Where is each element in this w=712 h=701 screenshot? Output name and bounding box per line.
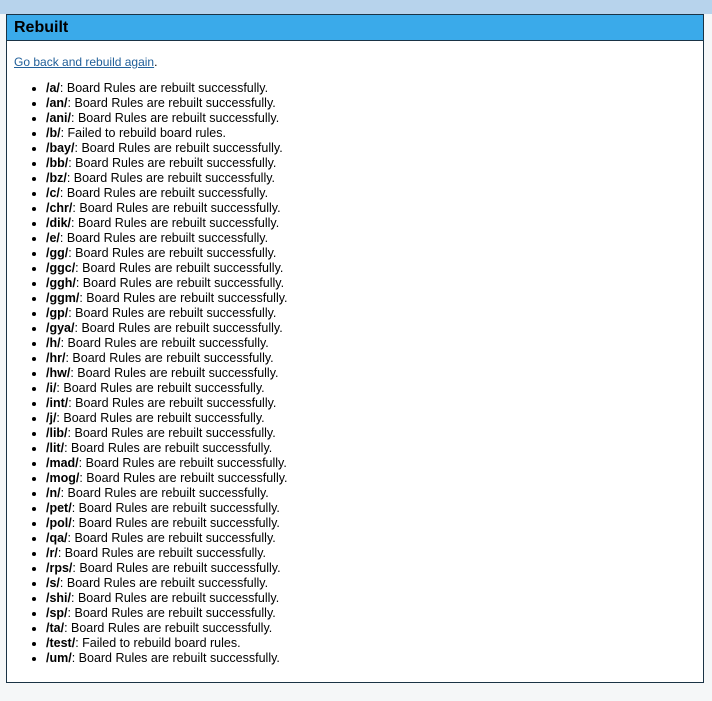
board-name: /sp/ <box>46 606 68 620</box>
result-message: : Board Rules are rebuilt successfully. <box>64 621 273 635</box>
result-message: : Board Rules are rebuilt successfully. <box>75 276 285 290</box>
result-message: : Board Rules are rebuilt successfully. <box>79 471 288 485</box>
result-item <box>46 381 696 396</box>
result-message: : Board Rules are rebuilt successfully. <box>67 531 276 545</box>
result-item <box>46 396 696 411</box>
result-item <box>46 441 696 456</box>
board-name: /test/ <box>46 636 76 650</box>
result-item <box>46 276 696 291</box>
result-item <box>46 516 696 531</box>
result-message: : Board Rules are rebuilt successfully. <box>67 606 276 620</box>
result-message: : Board Rules are rebuilt successfully. <box>59 81 269 95</box>
result-item <box>46 156 696 171</box>
result-item <box>46 336 696 351</box>
result-message: : Board Rules are rebuilt successfully. <box>71 651 280 665</box>
top-bar <box>0 0 712 14</box>
result-item <box>46 111 696 126</box>
board-name: /hr/ <box>46 351 66 365</box>
result-item <box>46 426 696 441</box>
result-item <box>46 546 696 561</box>
board-name: /n/ <box>46 486 61 500</box>
result-item <box>46 501 696 516</box>
board-name: /pet/ <box>46 501 72 515</box>
result-message: : Board Rules are rebuilt successfully. <box>68 156 277 170</box>
result-message: : Board Rules are rebuilt successfully. <box>72 561 281 575</box>
result-item <box>46 471 696 486</box>
board-name: /h/ <box>46 336 61 350</box>
board-name: /dik/ <box>46 216 72 230</box>
board-name: /gp/ <box>46 306 69 320</box>
board-name: /ggc/ <box>46 261 76 275</box>
result-item <box>46 261 696 276</box>
result-item <box>46 216 696 231</box>
result-item <box>46 576 696 591</box>
result-message: : Board Rules are rebuilt successfully. <box>66 171 276 185</box>
board-name: /rps/ <box>46 561 73 575</box>
result-message: : Board Rules are rebuilt successfully. <box>71 501 280 515</box>
result-message: : Board Rules are rebuilt successfully. <box>71 111 280 125</box>
result-message: : Board Rules are rebuilt successfully. <box>59 186 269 200</box>
board-name: /e/ <box>46 231 60 245</box>
result-message: : Board Rules are rebuilt successfully. <box>68 306 277 320</box>
result-item <box>46 531 696 546</box>
board-name: /um/ <box>46 651 72 665</box>
result-item <box>46 306 696 321</box>
board-name: /mad/ <box>46 456 79 470</box>
rebuilt-panel <box>6 14 704 683</box>
result-item <box>46 126 696 141</box>
result-item <box>46 246 696 261</box>
board-name: /a/ <box>46 81 60 95</box>
result-item <box>46 351 696 366</box>
result-message: : Board Rules are rebuilt successfully. <box>65 351 274 365</box>
result-item <box>46 81 696 96</box>
result-message: : Board Rules are rebuilt successfully. <box>72 201 281 215</box>
result-item <box>46 366 696 381</box>
board-name: /r/ <box>46 546 58 560</box>
result-item <box>46 486 696 501</box>
board-name: /lib/ <box>46 426 68 440</box>
board-name: /ggm/ <box>46 291 80 305</box>
result-item <box>46 606 696 621</box>
result-message: : Board Rules are rebuilt successfully. <box>59 576 269 590</box>
board-name: /b/ <box>46 126 61 140</box>
result-message: : Board Rules are rebuilt successfully. <box>78 456 287 470</box>
result-message: : Board Rules are rebuilt successfully. <box>57 546 267 560</box>
board-name: /an/ <box>46 96 68 110</box>
board-name: /gg/ <box>46 246 69 260</box>
board-name: /pol/ <box>46 516 72 530</box>
board-name: /chr/ <box>46 201 73 215</box>
result-item <box>46 561 696 576</box>
result-item <box>46 201 696 216</box>
result-message: : Board Rules are rebuilt successfully. <box>60 336 269 350</box>
board-name: /ani/ <box>46 111 72 125</box>
rebuild-again-link[interactable]: Go back and rebuild again <box>14 55 155 69</box>
result-message: : Board Rules are rebuilt successfully. <box>64 441 273 455</box>
board-name: /c/ <box>46 186 60 200</box>
result-message: : Board Rules are rebuilt successfully. <box>68 246 277 260</box>
result-message: : Board Rules are rebuilt successfully. <box>70 366 279 380</box>
result-item <box>46 291 696 306</box>
result-item <box>46 96 696 111</box>
board-name: /bay/ <box>46 141 75 155</box>
back-line <box>14 55 696 70</box>
board-name: /qa/ <box>46 531 68 545</box>
board-name: /mog/ <box>46 471 80 485</box>
board-name: /shi/ <box>46 591 72 605</box>
result-message: : Board Rules are rebuilt successfully. <box>71 216 280 230</box>
board-name: /i/ <box>46 381 57 395</box>
board-name: /j/ <box>46 411 57 425</box>
result-item <box>46 456 696 471</box>
result-message: : Board Rules are rebuilt successfully. <box>75 261 284 275</box>
result-message: : Board Rules are rebuilt successfully. <box>79 291 288 305</box>
result-item <box>46 591 696 606</box>
result-message: : Board Rules are rebuilt successfully. <box>74 321 283 335</box>
back-link-suffix: . <box>154 55 158 69</box>
result-item <box>46 621 696 636</box>
board-name: /int/ <box>46 396 69 410</box>
result-message: : Board Rules are rebuilt successfully. <box>56 411 265 425</box>
result-message: : Failed to rebuild board rules. <box>60 126 226 140</box>
result-item <box>46 651 696 666</box>
result-item <box>46 141 696 156</box>
result-message: : Board Rules are rebuilt successfully. <box>67 96 276 110</box>
board-name: /bb/ <box>46 156 69 170</box>
board-name: /ggh/ <box>46 276 76 290</box>
result-message: : Board Rules are rebuilt successfully. <box>74 141 283 155</box>
result-item <box>46 186 696 201</box>
result-item <box>46 636 696 651</box>
board-name: /lit/ <box>46 441 65 455</box>
result-item <box>46 171 696 186</box>
board-name: /s/ <box>46 576 60 590</box>
result-item <box>46 321 696 336</box>
panel-body <box>7 41 703 666</box>
result-message: : Board Rules are rebuilt successfully. <box>59 231 269 245</box>
board-name: /gya/ <box>46 321 75 335</box>
result-item <box>46 411 696 426</box>
board-name: /hw/ <box>46 366 71 380</box>
result-message: : Board Rules are rebuilt successfully. <box>68 396 277 410</box>
result-message: : Board Rules are rebuilt successfully. <box>71 516 280 530</box>
board-name: /ta/ <box>46 621 65 635</box>
result-message: : Failed to rebuild board rules. <box>75 636 241 650</box>
panel-title: Rebuilt <box>7 15 703 41</box>
result-message: : Board Rules are rebuilt successfully. <box>71 591 280 605</box>
result-message: : Board Rules are rebuilt successfully. <box>67 426 276 440</box>
board-name: /bz/ <box>46 171 67 185</box>
result-message: : Board Rules are rebuilt successfully. <box>56 381 265 395</box>
result-item <box>46 231 696 246</box>
rebuild-results-list <box>14 81 696 666</box>
result-message: : Board Rules are rebuilt successfully. <box>60 486 269 500</box>
